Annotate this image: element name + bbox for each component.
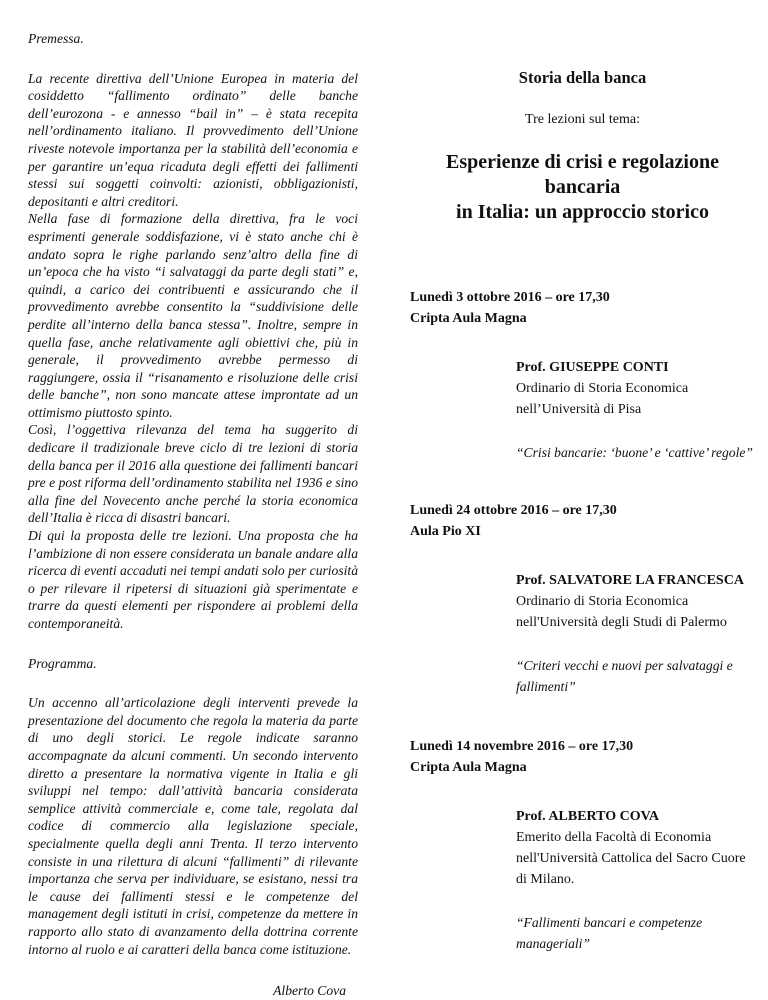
speaker-role: Ordinario di Storia Economica	[516, 381, 689, 396]
premessa-section	[28, 70, 358, 633]
series-title: Storia della banca	[518, 68, 647, 87]
talk-title: “Fallimenti bancari e competenze manageriali”	[516, 915, 703, 951]
lecture-speaker	[516, 806, 755, 890]
speaker-role: Emerito della Facoltà di Economia	[516, 830, 712, 845]
lecture-speaker	[516, 357, 755, 420]
premessa-heading: Premessa.	[28, 31, 84, 46]
lecture-3	[410, 736, 755, 954]
main-title-line: Esperienze di crisi e regolazione bancaria	[446, 151, 719, 198]
main-title-line: in Italia: un approccio storico	[456, 201, 709, 223]
programma-heading: Programma.	[28, 655, 97, 671]
premessa-paragraph: Di qui la proposta delle tre lezioni. Una proposta che ha l’ambizione di non essere considerata un banale andare alla ricerca di eventi accaduti nei tempi andati solo per curiosità o per rilevare il ripetersi di situazioni già sperimentate e trarre da questi elementi per rispondere ai problemi della contemporaneità.	[28, 528, 358, 631]
lecture-venue: Aula Pio XI	[410, 524, 481, 539]
lecture-venue: Cripta Aula Magna	[410, 311, 527, 326]
speaker-role: nell'Università degli Studi di Palermo	[516, 615, 727, 630]
speaker-name: Prof. GIUSEPPE CONTI	[516, 360, 669, 375]
talk-title: “Crisi bancarie: ‘buone’ e ‘cattive’ regole”	[516, 445, 753, 460]
speaker-name: Prof. SALVATORE LA FRANCESCA	[516, 573, 744, 588]
lecture-date: Lunedì 14 novembre 2016 – ore 17,30	[410, 739, 634, 754]
talk-title: “Criteri vecchi e nuovi per salvataggi e fallimenti”	[516, 658, 733, 694]
speaker-role: Ordinario di Storia Economica	[516, 594, 689, 609]
lecture-speaker	[516, 570, 755, 633]
lecture-date: Lunedì 3 ottobre 2016 – ore 17,30	[410, 290, 610, 305]
programma-paragraph: Un accenno all’articolazione degli interventi prevede la presentazione del documento che regola la materia da parte di uno degli storici. Le regole indicate saranno accompagnate da alcuni commenti. Un secondo intervento diretto a presentare la normativa vigente in Italia e gli sviluppi nel tempo: dall’attività bancaria considerata semplice attività commerciale e, come tale, regolata dal codice di commercio alla legislazione speciale, specialmente quella degli anni Trenta. Il terzo intervento consiste in una rilettura di alcuni “fallimenti” di rilevante importanza che serva per individuare, se esistano, nessi tra le cause dei fallimenti stessi e le competenze del management degli istituti in crisi, competenze da mettere in rapporto allo stato di avanzamento della dottrina corrente intorno al ruolo e ai caratteri della banca come istituzione.	[28, 695, 358, 957]
premessa-paragraph: La recente direttiva dell’Unione Europea in materia del cosiddetto “fallimento ordinato” delle banche dell’eurozona - e annesso “bail in” – è stata recepita nell’ordinamento italiano. Il provvedimento dell’Unione riveste notevole importanza per la stabilità dell’economia e per garantire un’equa ricaduta degli effetti dei fallimenti stessi sui soggetti coinvolti: azionisti, obbligazionisti, depositanti e altri creditori.	[28, 70, 358, 209]
lecture-2	[410, 500, 755, 697]
speaker-role: nell’Università di Pisa	[516, 402, 642, 417]
lecture-1	[410, 287, 755, 463]
main-title	[410, 150, 755, 225]
speaker-name: Prof. ALBERTO COVA	[516, 809, 660, 824]
left-column	[28, 30, 358, 1000]
lecture-date: Lunedì 24 ottobre 2016 – ore 17,30	[410, 503, 617, 518]
lecture-venue: Cripta Aula Magna	[410, 760, 527, 775]
premessa-paragraph: Nella fase di formazione della direttiva, fra le voci esprimenti generale soddisfazione, vi è stato anche chi è andato sopra le righe parlando senz’altro della fine di un’epoca che ha visto “i salvataggi da parte degli stati” e, quindi, a carico dei contribuenti e assicurando che il provvedimento avrebbe consentito la “suddivisione delle perdite all’interno della banca stessa”. Inoltre, sempre in quella fase, anche relativamente agli obiettivi che, più in generale, il provvedimento avrebbe permesso di raggiungere, ossia il “risanamento e risoluzione delle crisi delle banche”, non sono mancate attese improntate ad un ottimismo piuttosto spinto.	[28, 211, 358, 420]
series-subtitle: Tre lezioni sul tema:	[525, 112, 640, 127]
premessa-paragraph: Così, l’oggettiva rilevanza del tema ha suggerito di dedicare il tradizionale breve ciclo di tre lezioni di storia della banca per il 2016 alla questione dei fallimenti bancari pre e post riforma dell’ordinamento stabilita nel 1936 e sino alla fine del Novecento anche perché la storia economica dell’Italia è ricca di disastri bancari.	[28, 422, 358, 526]
signature: Alberto Cova	[273, 983, 346, 999]
speaker-role: nell'Università Cattolica del Sacro Cuore	[516, 851, 746, 866]
speaker-role: di Milano.	[516, 872, 575, 887]
